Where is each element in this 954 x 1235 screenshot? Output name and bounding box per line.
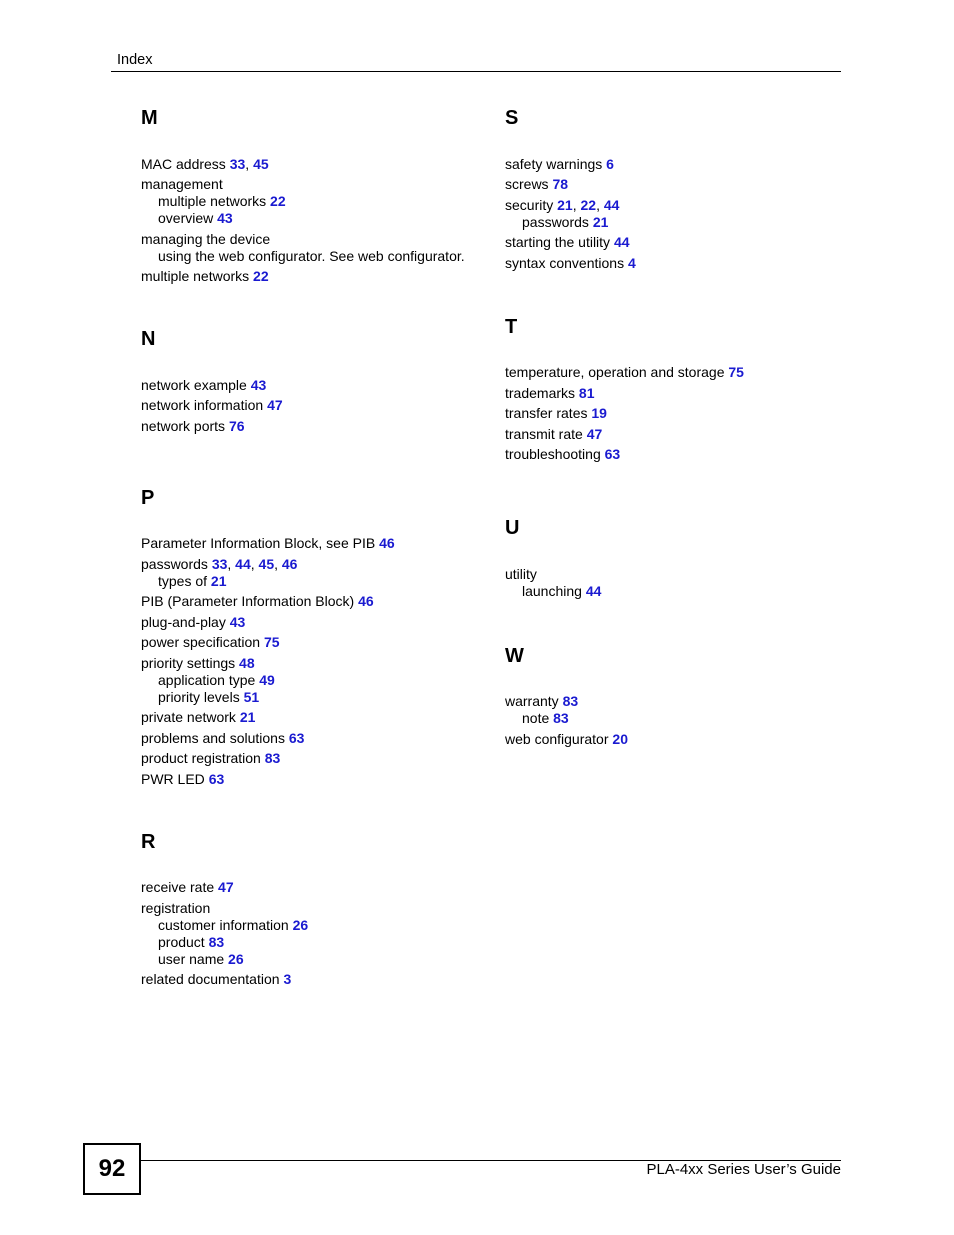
entry-term: using the web configurator. See web configurator. <box>158 247 465 264</box>
page-link[interactable]: 3 <box>283 971 292 987</box>
section-letter: U <box>505 517 520 539</box>
entry-term: customer information <box>158 916 289 933</box>
page-number: 92 <box>83 1143 141 1195</box>
page-link[interactable]: 63 <box>604 446 621 462</box>
page-link[interactable]: 75 <box>728 364 744 380</box>
entry-term: temperature, operation and storage <box>505 364 725 380</box>
index-section-u <box>505 516 845 600</box>
entry-term: syntax conventions <box>505 254 625 271</box>
index-entry <box>505 562 845 583</box>
index-entry <box>505 231 845 252</box>
page-link[interactable]: 33 <box>211 555 228 572</box>
header-divider <box>111 71 841 72</box>
entry-term: problems and solutions <box>141 729 285 746</box>
entry-term: priority levels <box>158 688 240 705</box>
entry-term: trademarks <box>505 384 576 401</box>
entry-term: troubleshooting <box>505 446 601 462</box>
index-entry <box>505 402 845 423</box>
index-entry <box>141 651 481 672</box>
entry-term: multiple networks <box>158 193 267 209</box>
page-link[interactable]: 49 <box>259 671 275 688</box>
guide-title: PLA-4xx Series User’s Guide <box>646 1161 841 1178</box>
index-section-m <box>141 106 481 285</box>
page-link[interactable]: 6 <box>606 155 614 172</box>
index-subentry <box>505 710 845 727</box>
index-subentry <box>141 248 481 265</box>
entry-term: security <box>505 196 554 213</box>
entry-term: transfer rates <box>505 405 588 421</box>
section-letter: S <box>505 107 519 129</box>
page-link[interactable]: 46 <box>358 593 374 609</box>
entry-term: screws <box>505 176 549 192</box>
page-link[interactable]: 26 <box>292 916 309 933</box>
index-section-p <box>141 486 481 788</box>
entry-term: overview <box>158 210 214 226</box>
index-entry <box>505 381 845 402</box>
entry-term: network ports <box>141 417 226 434</box>
index-entry <box>141 747 481 768</box>
index-subentry <box>141 210 481 227</box>
page-link[interactable]: 81 <box>578 384 595 401</box>
page-link[interactable]: 45 <box>253 155 269 172</box>
entry-term: starting the utility <box>505 234 611 250</box>
entry-term: user name <box>158 950 225 967</box>
entry-term: Parameter Information Block, see PIB <box>141 535 376 551</box>
index-section-t <box>505 315 845 464</box>
index-entry <box>141 726 481 747</box>
index-entry <box>505 727 845 748</box>
page-link[interactable]: 83 <box>553 710 569 726</box>
entry-term: management <box>141 176 223 192</box>
entry-term: application type <box>158 671 256 688</box>
header-title: Index <box>117 52 153 68</box>
index-entry <box>141 631 481 652</box>
index-subentry <box>141 672 481 689</box>
page-link[interactable]: 63 <box>288 729 305 746</box>
page-link[interactable]: 26 <box>228 950 244 967</box>
page-link[interactable]: 47 <box>267 397 283 413</box>
index-subentry <box>505 214 845 231</box>
page-link[interactable]: 43 <box>229 613 246 630</box>
entry-term: note <box>522 710 550 726</box>
page-link[interactable]: 45 <box>258 555 275 572</box>
index-entry <box>505 443 845 464</box>
entry-term: power specification <box>141 634 261 650</box>
page-link[interactable]: 22 <box>253 268 269 284</box>
index-entry <box>505 690 845 711</box>
index-entry: MAC address 33, 45 <box>141 155 269 172</box>
index-entry <box>141 767 481 788</box>
page-link[interactable]: 44 <box>613 234 630 250</box>
index-entry <box>141 532 481 553</box>
entry-term: types of <box>158 572 208 589</box>
entry-term: private network <box>141 709 236 725</box>
page-link[interactable]: 33 <box>229 155 246 172</box>
page-link[interactable]: 76 <box>228 417 245 434</box>
index-entry: security 21, 22, 44 <box>505 196 620 213</box>
page-link[interactable]: 21 <box>592 213 609 230</box>
index-entry <box>505 152 845 173</box>
index-subentry <box>141 573 481 590</box>
entry-term: utility <box>505 565 537 582</box>
index-entry <box>141 896 481 917</box>
index-entry <box>141 876 481 897</box>
entry-term: plug-and-play <box>141 613 226 630</box>
entry-term: MAC address <box>141 155 226 172</box>
page-link[interactable]: 19 <box>591 405 607 421</box>
page-link[interactable]: 78 <box>552 176 569 192</box>
section-letter: M <box>141 107 158 129</box>
index-entry <box>505 173 845 194</box>
page-link[interactable]: 83 <box>562 693 579 709</box>
page-link[interactable]: 47 <box>586 425 603 442</box>
entry-term: PIB (Parameter Information Block) <box>141 593 355 609</box>
entry-term: launching <box>522 582 582 599</box>
page-link[interactable]: 51 <box>243 688 260 705</box>
page-link[interactable]: 43 <box>217 210 233 226</box>
index-subentry <box>505 583 845 600</box>
section-letter: T <box>505 315 518 338</box>
entry-term: registration <box>141 899 211 916</box>
index-entry <box>141 968 481 989</box>
page-link[interactable]: 63 <box>208 770 225 787</box>
page-link[interactable]: 21 <box>557 196 573 213</box>
index-entry <box>505 361 845 382</box>
index-entry <box>141 173 481 194</box>
entry-term: safety warnings <box>505 155 603 172</box>
page-link[interactable]: 83 <box>208 933 225 950</box>
page-link[interactable]: 83 <box>264 750 281 766</box>
index-entry <box>141 373 481 394</box>
page-link[interactable]: 21 <box>239 709 256 725</box>
index-column-left <box>141 106 481 988</box>
page-link[interactable]: 46 <box>281 555 298 572</box>
index-entry <box>141 706 481 727</box>
page-link[interactable]: 20 <box>612 730 628 747</box>
entry-term: PWR LED <box>141 770 205 787</box>
section-letter: N <box>141 328 156 350</box>
index-subentry <box>141 934 481 951</box>
page-link[interactable]: 22 <box>580 196 597 213</box>
entry-term: passwords <box>141 555 208 572</box>
page-link[interactable]: 22 <box>270 193 286 209</box>
entry-term: warranty <box>505 693 559 709</box>
index-entry: passwords 33, 44, 45, 46 <box>141 555 298 572</box>
index-entry <box>141 265 481 286</box>
page-link[interactable]: 48 <box>239 654 255 671</box>
page-link[interactable]: 47 <box>218 879 234 895</box>
entry-term: web configurator <box>505 730 609 747</box>
page-link[interactable]: 4 <box>627 254 636 271</box>
index-entry <box>141 610 481 631</box>
index-section-n <box>141 327 481 435</box>
entry-term: network example <box>141 376 247 393</box>
page-link[interactable]: 21 <box>210 572 227 589</box>
page-link[interactable]: 44 <box>603 196 620 213</box>
page-link[interactable]: 44 <box>585 582 602 599</box>
entry-term: priority settings <box>141 654 236 671</box>
index-subentry <box>141 951 481 968</box>
index-subentry <box>141 917 481 934</box>
index-entry <box>141 227 481 248</box>
entry-term: product registration <box>141 750 261 766</box>
page-link[interactable]: 43 <box>250 376 267 393</box>
index-subentry <box>141 193 481 210</box>
entry-term: network information <box>141 397 264 413</box>
index-subentry <box>141 689 481 706</box>
index-section-w <box>505 644 845 748</box>
entry-term: product <box>158 933 205 950</box>
index-entry <box>505 422 845 443</box>
index-section-s <box>505 106 845 272</box>
index-section-r <box>141 830 481 989</box>
index-column-right <box>505 106 845 748</box>
entry-term: multiple networks <box>141 268 250 284</box>
entry-term: managing the device <box>141 230 271 247</box>
section-letter: P <box>141 486 155 509</box>
section-letter: R <box>141 830 156 853</box>
index-entry <box>141 394 481 415</box>
page-link[interactable]: 46 <box>379 535 395 551</box>
page-link[interactable]: 75 <box>263 634 280 650</box>
entry-term: related documentation <box>141 971 280 987</box>
entry-term: receive rate <box>141 879 215 895</box>
index-entry <box>141 590 481 611</box>
index-entry <box>505 251 845 272</box>
index-entry <box>141 414 481 435</box>
entry-term: passwords <box>522 213 589 230</box>
page-link[interactable]: 44 <box>235 555 251 572</box>
entry-term: transmit rate <box>505 425 583 442</box>
section-letter: W <box>505 644 524 667</box>
